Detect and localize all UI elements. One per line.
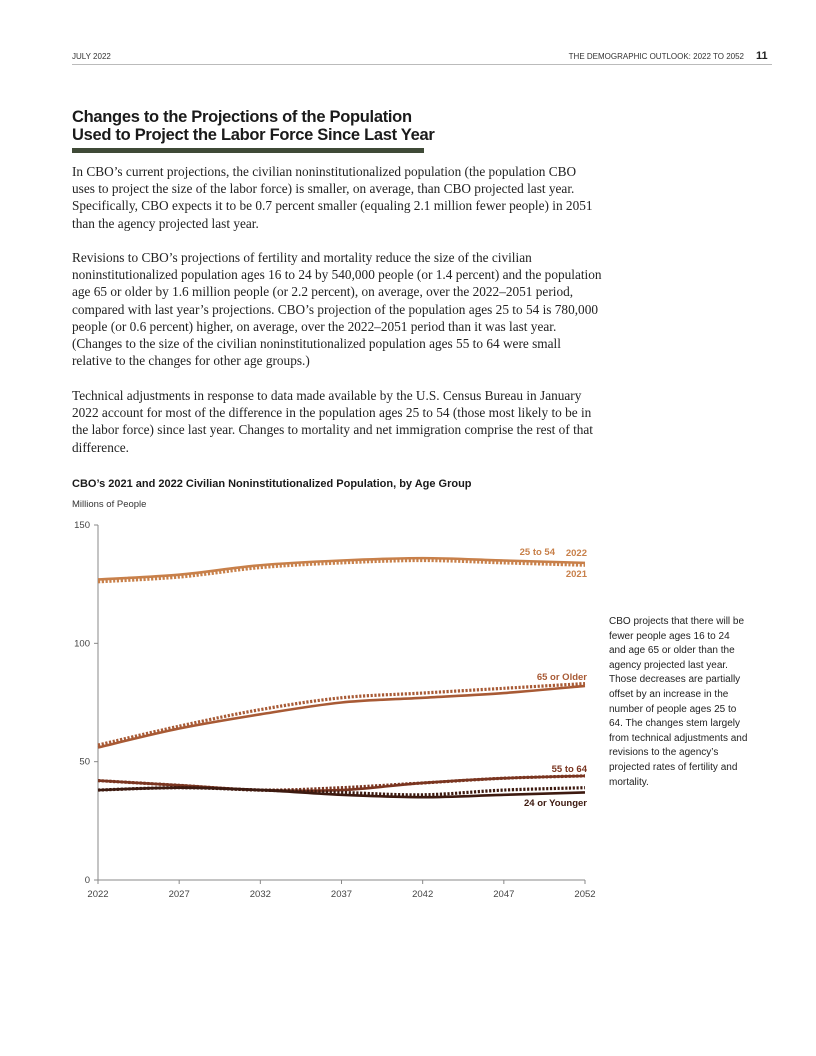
section-title-line-1: Changes to the Projections of the Population <box>72 108 412 126</box>
x-tick-label: 2052 <box>574 889 596 900</box>
header-report-title: THE DEMOGRAPHIC OUTLOOK: 2022 TO 2052 <box>568 52 744 61</box>
paragraph-2: Revisions to CBO’s projections of fertility and mortality reduce the size of the civilian noninstitutionalized population ages 16 to 24 by 540,000 people (or 1.4 percent) and the population age 65 or older by 1.6 million people (or 2.2 percent), on average, over the 2022–2051 period, compared with last year’s projections. CBO’s projection of the population ages 25 to 54 is 780,000 people (or 0.6 percent) higher, on average, over the 2022–2051 period than it was last year. (Changes to the size of the civilian noninstitutionalized population ages 55 to 64 were small relative to the changes for other age groups.) <box>72 250 602 369</box>
y-tick-label: 150 <box>74 520 90 531</box>
legend-label-2022: 2022 <box>565 548 587 559</box>
label-55-to-64: 55 to 64 <box>551 764 587 775</box>
paragraph-1: In CBO’s current projections, the civilian noninstitutionalized population (the population CBO uses to project the size of the labor force) is smaller, on average, than CBO projected last year. Specifically, CBO expects it to be 0.7 percent smaller (equaling 2.1 million fewer people) in 2051 than the agency projected last year. <box>72 164 593 231</box>
section-title-line-2: Used to Project the Labor Force Since Last Year <box>72 126 435 144</box>
label-65-or-older: 65 or Older <box>536 672 587 683</box>
x-tick-label: 2047 <box>493 889 515 900</box>
header-date: JULY 2022 <box>72 52 111 61</box>
x-tick-label: 2022 <box>87 889 109 900</box>
series-line-65-or-older-2022 <box>98 686 585 748</box>
chart-side-note: CBO projects that there will be fewer people ages 16 to 24 and age 65 or older than the agency projected last year. Those decreases are partially offset by an increase in the number of people ages 25 to 64. The changes stem largely from technical adjustments and revisions to the agency’s projected rates of fertility and mortality. <box>609 616 748 788</box>
chart-title: CBO’s 2021 and 2022 Civilian Noninstitutionalized Population, by Age Group <box>72 478 472 490</box>
label-25-to-54: 25 to 54 <box>519 547 555 558</box>
series-line-25-to-54-2021 <box>98 561 585 582</box>
y-tick-label: 50 <box>79 756 90 768</box>
legend-label-2021: 2021 <box>565 569 587 580</box>
page-number: 11 <box>756 50 768 62</box>
x-tick-label: 2027 <box>168 889 190 900</box>
y-tick-label: 0 <box>84 875 90 886</box>
y-tick-label: 100 <box>74 638 90 650</box>
paragraph-3: Technical adjustments in response to data made available by the U.S. Census Bureau in January 2022 account for most of the difference in the population ages 25 to 54 (those most likely to be in the labor force) since last year. Changes to mortality and net immigration comprise the rest of that difference. <box>72 388 594 455</box>
x-tick-label: 2032 <box>249 889 271 900</box>
x-tick-label: 2042 <box>412 889 434 900</box>
y-axis-label: Millions of People <box>72 499 147 510</box>
label-24-or-younger: 24 or Younger <box>524 798 587 809</box>
x-tick-label: 2037 <box>330 889 353 900</box>
